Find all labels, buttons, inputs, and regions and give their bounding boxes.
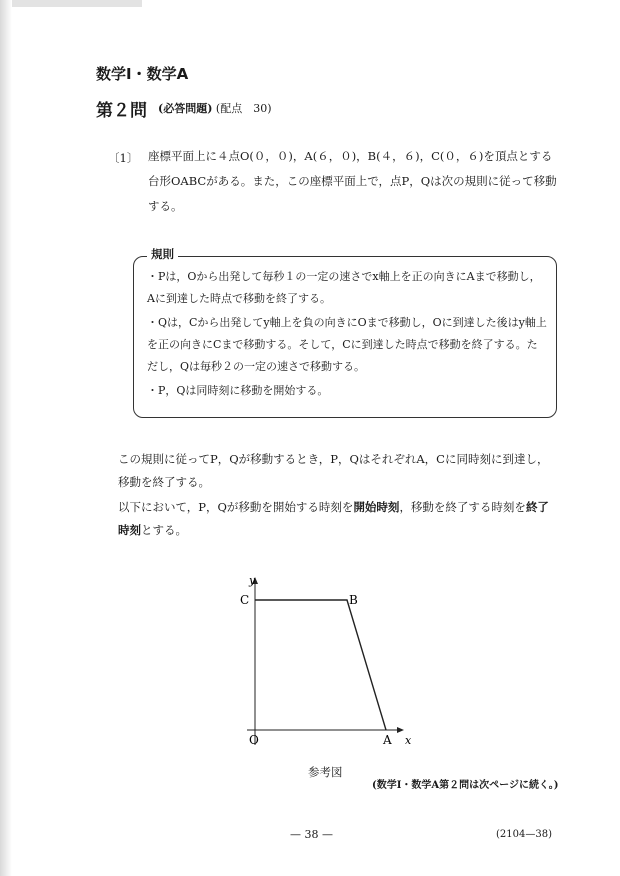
points-label: (配点 30) bbox=[215, 102, 272, 115]
vertex-c-label: C bbox=[240, 593, 250, 607]
page-number: — 38 — bbox=[290, 828, 333, 841]
rules-title: 規則 bbox=[147, 246, 178, 262]
end-time-term: 終了時刻 bbox=[118, 500, 549, 537]
origin-label: O bbox=[249, 733, 259, 747]
question-title: 第２問 bbox=[96, 101, 147, 121]
continued-note: (数学Ⅰ・数学A第２問は次ページに続く。) bbox=[372, 780, 559, 791]
para2-text-c: ，移動を終了する時刻を bbox=[399, 500, 526, 514]
scan-edge bbox=[0, 0, 12, 876]
required-label: (必答問題) bbox=[158, 102, 213, 115]
question-meta bbox=[158, 100, 272, 116]
reference-figure bbox=[225, 570, 425, 755]
y-axis-label: y bbox=[249, 574, 256, 587]
start-time-term: 開始時刻 bbox=[353, 500, 400, 514]
body-paragraph-1: この規則に従ってP，Qが移動するとき，P，QはそれぞれA，Cに同時刻に到達し，移動を終了する。 bbox=[118, 452, 549, 489]
rule-item-start: ・P，Qは同時刻に移動を開始する。 bbox=[147, 384, 329, 397]
scan-edge-top bbox=[12, 0, 142, 7]
subject-heading: 数学Ⅰ・数学A bbox=[96, 65, 189, 83]
body-paragraph-2 bbox=[118, 496, 558, 542]
para2-text-a: 以下において，P，Qが移動を開始する時刻を bbox=[118, 500, 354, 514]
vertex-b-label: B bbox=[349, 593, 358, 607]
part-intro: 座標平面上に４点O(０，０)，A(６，０)，B(４，６)，C(０，６)を頂点とする台形OABCがある。また，この座標平面上で，点P，Qは次の規則に従って移動する。 bbox=[148, 149, 557, 213]
trapezoid-edges bbox=[255, 600, 386, 730]
para2-text-e: とする。 bbox=[141, 523, 187, 537]
page-code: (2104—38) bbox=[496, 829, 552, 840]
x-axis-label: x bbox=[405, 734, 412, 747]
figure-caption: 参考図 bbox=[308, 765, 343, 779]
rule-item-q: ・Qは，Cから出発してy軸上を負の向きにOまで移動し，Oに到達した後はy軸上を正の向きにCまで移動する。そして，Cに到達した時点で移動を終了する。ただし，Qは毎秒２の一定の速さで移動する。 bbox=[147, 316, 547, 373]
vertex-a-label: A bbox=[383, 733, 392, 747]
part-number: 〔1〕 bbox=[108, 151, 139, 165]
x-axis-arrow bbox=[397, 727, 404, 733]
rule-item-p: ・Pは，Oから出発して毎秒１の一定の速さでx軸上を正の向きにAまで移動し，Aに到達した時点で移動を終了する。 bbox=[147, 270, 541, 305]
